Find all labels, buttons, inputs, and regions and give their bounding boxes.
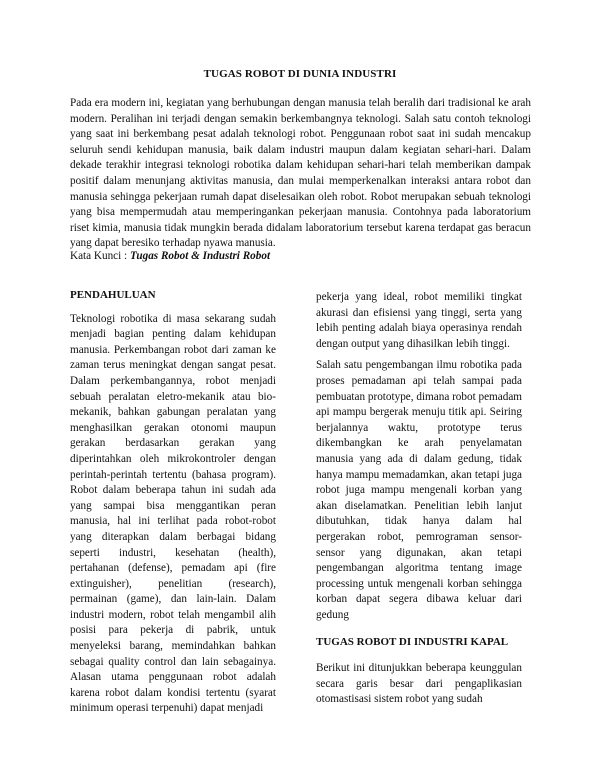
section-heading-industri-kapal: TUGAS ROBOT DI INDUSTRI KAPAL: [316, 636, 509, 649]
abstract: Pada era modern ini, kegiatan yang berhubungan dengan manusia telah beralih dari tradisional ke arah modern. Peralihan ini terjadi dengan semakin berkembangnya teknologi. Salah satu contoh teknologi yang saat ini berkembang pesat adalah teknologi robot. Penggunaan robot saat ini sudah mencakup seluruh sendi kehidupan manusia, baik dalam industri maupun dalam kegiatan sehari-hari. Dalam dekade terakhir integrasi teknologi robotika dalam kehidupan sehari-hari telah memberikan dampak positif dalam menunjang aktivitas manusia, dan mulai memperkenalkan interaksi antara robot dan manusia sehingga pekerjaan rumah dapat diselesaikan oleh robot. Robot merupakan sebuah teknologi yang bisa mempermudah atau memperingankan pekerjaan manusia. Contohnya pada laboratorium riset kimia, manusia tidak mungkin berada didalam laboratorium tersebut karena terdapat gas beracun yang dapat beresiko terhadap nyawa manusia.: [70, 97, 531, 250]
right-paragraph-2: Salah satu pengembangan ilmu robotika pada proses pemadaman api telah sampai pada pembuatan prototype, dimana robot pemadam api mampu bergerak menuju titik api. Seiring berjalannya waktu, prototype terus dikembangkan ke arah penyelamatan manusia yang ada di dalam gedung, tidak hanya mampu memadamkan, akan tetapi juga robot juga mampu mengenali korban yang akan diselamatkan. Penelitian lebih lanjut dibutuhkan, tidak hanya dalam hal pergerakan robot, pemrograman sensor-sensor yang digunakan, akan tetapi pengembangan algoritma tentang image processing untuk mengenali korban sehingga korban dapat segera dibawa keluar dari gedung: [316, 359, 522, 621]
keywords-line: [70, 250, 270, 262]
section-heading-pendahuluan: PENDAHULUAN: [70, 289, 156, 301]
keywords-value: Tugas Robot & Industri Robot: [129, 250, 271, 262]
left-column: [70, 288, 276, 717]
industri-kapal-paragraph: Berikut ini ditunjukkan beberapa keunggulan secara garis besar dari pengaplikasian otomastisasi sistem robot yang sudah: [316, 662, 522, 706]
keywords-label: Kata Kunci :: [70, 250, 130, 262]
paper-title: TUGAS ROBOT DI DUNIA INDUSTRI: [203, 68, 397, 80]
right-paragraph-1: pekerja yang ideal, robot memiliki tingkat akurasi dan efisiensi yang tinggi, serta yang lebih penting adalah biaya operasinya rendah dengan output yang dihasilkan lebih tinggi.: [316, 291, 522, 350]
right-column: [316, 290, 522, 708]
pendahuluan-paragraph: Teknologi robotika di masa sekarang sudah menjadi bagian penting dalam kehidupan manusia. Perkembangan robot dari zaman ke zaman terus meningkat dengan sangat pesat. Dalam perkembangannya, robot menjadi sebuah peralatan eletro-mekanik atau bio-mekanik, bahkan gabungan peralatan yang menghasilkan gerakan otonomi maupun gerakan berdasarkan gerakan yang diperintahkan oleh mikrokontroler dengan perintah-perintah tertentu (bahasa program). Robot dalam beberapa tahun ini sudah ada yang sampai bisa menggantikan peran manusia, hal ini terlihat pada robot-robot yang diterapkan dalam berbagai bidang seperti industri, kesehatan (health), pertahanan (defense), pemadam api (fire extinguisher), penelitian (research), permainan (game), dan lain-lain. Dalam industri modern, robot telah mengambil alih posisi para pekerja di pabrik, untuk menyeleksi barang, memindahkan bahkan sebagai quality control dan lain sebagainya. Alasan utama penggunaan robot adalah karena robot dalam kondisi tertentu (syarat minimum operasi terpenuhi) dapat menjadi: [70, 312, 276, 715]
